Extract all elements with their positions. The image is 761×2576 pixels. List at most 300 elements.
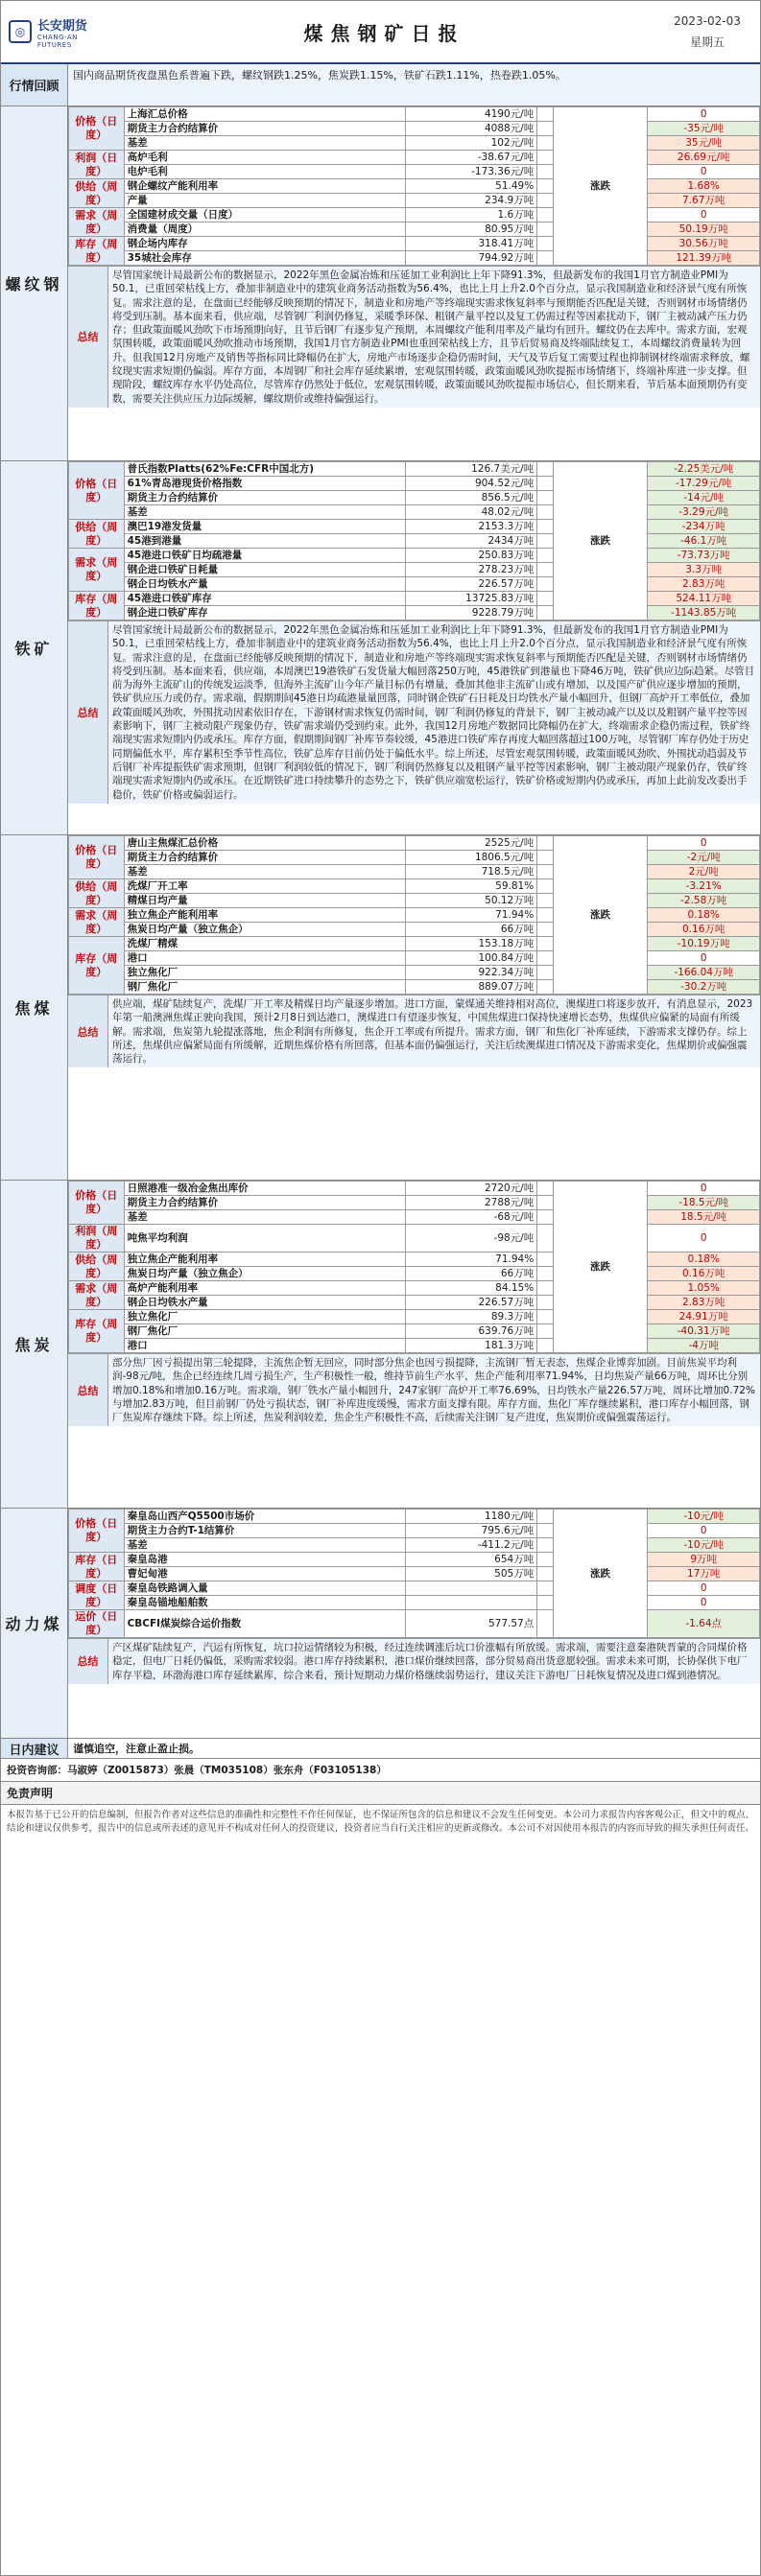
indicator-value: 718.5元/吨 xyxy=(406,865,537,879)
table-row xyxy=(69,1324,760,1339)
indicator-change: 524.11万吨 xyxy=(648,592,760,606)
indicator-change: -46.1万吨 xyxy=(648,534,760,549)
indicator-name: 期货主力合约结算价 xyxy=(124,491,405,505)
table-row xyxy=(69,908,760,923)
indicator-value: 1.6万吨 xyxy=(406,208,537,222)
indicator-change: 1.05% xyxy=(648,1281,760,1296)
indicator-name: 独立焦企产能利用率 xyxy=(124,908,405,923)
indicator-name: 钢企日均铁水产量 xyxy=(124,577,405,592)
spacer-cell xyxy=(537,136,553,151)
indicator-name: 澳巴19港发货量 xyxy=(124,520,405,534)
indicator-name: 45港进口铁矿库存 xyxy=(124,592,405,606)
indicator-value: 4088元/吨 xyxy=(406,122,537,136)
spacer-cell xyxy=(537,1182,553,1196)
group-label: 需求（周度） xyxy=(69,549,125,592)
table-row xyxy=(69,1281,760,1296)
disclaimer-text: 本报告基于已公开的信息编制，但报告作者对这些信息的准确性和完整性不作任何保证，也不保证所包含的信息和建议不会发生任何变更。本公司力求报告内容客观公正，但文中的观点、结论和建议仅供参考，报告中的信息或所表述的意见并不构成对任何人的投资建议，投资者应当自行关注相应的更新或修改。本公司不对因使用本报告的内容而导致的损失承担任何责任。 xyxy=(7,1810,755,1834)
group-label: 价格（日度） xyxy=(69,462,125,520)
summary-block xyxy=(68,621,760,804)
spacer-cell xyxy=(537,923,553,937)
table-row xyxy=(69,865,760,879)
indicator-value: 84.15% xyxy=(406,1281,537,1296)
summary-text: 供应端，煤矿陆续复产，洗煤厂开工率及精煤日均产量逐步增加。进口方面，蒙煤通关维持相对高位，澳煤进口将逐步放开，有消息显示，2023年第一船澳洲焦煤正驶向我国，预计2月8日到达港口，澳煤进口有望逐步恢复，中国焦煤进口保持快速增长态势，焦煤供应偏紧的局面有所缓解。需求端，焦炭第九轮提涨落地，焦企利润有所修复，焦企开工率或有所提升。需求方面，钢厂和焦化厂补库延续，下游需求支撑仍存。综上所述，焦煤供应偏紧局面有所缓解，近期焦煤价格有所回落，但基本面仍偏强运行，关注后续澳煤进口情况及下游需求变化，焦煤期价或偏强震荡运行。 xyxy=(108,995,760,1067)
table-row xyxy=(69,194,760,208)
spacer-cell xyxy=(537,165,553,179)
indicator-change: -2.58万吨 xyxy=(648,894,760,908)
table-row xyxy=(69,1210,760,1225)
summary-block xyxy=(68,995,760,1067)
indicator-name: 曹妃甸港 xyxy=(124,1567,405,1581)
table-row xyxy=(69,1182,760,1196)
spacer-cell xyxy=(537,563,553,577)
indicator-table xyxy=(68,1181,760,1353)
indicator-name: 钢厂焦化厂 xyxy=(124,1324,405,1339)
indicator-name: 消费量（周度） xyxy=(124,222,405,237)
spacer-cell xyxy=(537,577,553,592)
indicator-change: 0 xyxy=(648,1581,760,1596)
table-row xyxy=(69,1310,760,1324)
table-row xyxy=(69,549,760,563)
table-row xyxy=(69,937,760,951)
indicator-name: 钢厂焦化厂 xyxy=(124,980,405,995)
indicator-name: 基差 xyxy=(124,1538,405,1553)
indicator-name: 独立焦企产能利用率 xyxy=(124,1253,405,1267)
indicator-change: -166.04万吨 xyxy=(648,966,760,980)
indicator-value: 226.57万吨 xyxy=(406,1296,537,1310)
summary-label: 总结 xyxy=(68,621,108,804)
indicator-change: 0.16万吨 xyxy=(648,1267,760,1281)
indicator-change: 0 xyxy=(648,1225,760,1253)
change-header: 涨跌 xyxy=(553,836,648,995)
indicator-name: 洗煤厂开工率 xyxy=(124,879,405,894)
indicator-change: 3.3万吨 xyxy=(648,563,760,577)
spacer-cell xyxy=(537,1267,553,1281)
spacer-cell xyxy=(537,237,553,251)
disclaimer-title: 免责声明 xyxy=(1,1782,760,1805)
indicator-change: 0.16万吨 xyxy=(648,923,760,937)
indicator-value: -38.67元/吨 xyxy=(406,151,537,165)
indicator-value: 278.23万吨 xyxy=(406,563,537,577)
section-4 xyxy=(1,1509,760,1739)
indicator-name: 钢企进口铁矿日耗量 xyxy=(124,563,405,577)
spacer-cell xyxy=(537,107,553,122)
indicator-name: 秦皇岛铁路调入量 xyxy=(124,1581,405,1596)
indicator-value: 889.07万吨 xyxy=(406,980,537,995)
table-row xyxy=(69,851,760,865)
group-label: 需求（周度） xyxy=(69,208,125,237)
table-row xyxy=(69,894,760,908)
spacer-cell xyxy=(537,534,553,549)
indicator-value: -411.2元/吨 xyxy=(406,1538,537,1553)
spacer-cell xyxy=(537,179,553,194)
table-row xyxy=(69,577,760,592)
group-label: 需求（周度） xyxy=(69,1281,125,1310)
intraday-advice xyxy=(1,1739,760,1759)
indicator-name: 35城社会库存 xyxy=(124,251,405,266)
indicator-name: 港口 xyxy=(124,951,405,966)
table-row xyxy=(69,534,760,549)
table-row xyxy=(69,1296,760,1310)
spacer-cell xyxy=(537,865,553,879)
table-row xyxy=(69,966,760,980)
indicator-value: 59.81% xyxy=(406,879,537,894)
table-row xyxy=(69,136,760,151)
indicator-value: 505万吨 xyxy=(406,1567,537,1581)
table-row xyxy=(69,520,760,534)
indicator-change: -10.19万吨 xyxy=(648,937,760,951)
spacer-cell xyxy=(537,491,553,505)
summary-label: 总结 xyxy=(68,1639,108,1684)
indicator-name: 产量 xyxy=(124,194,405,208)
indicator-value: 80.95万吨 xyxy=(406,222,537,237)
indicator-value: 318.41万吨 xyxy=(406,237,537,251)
indicator-value: 71.94% xyxy=(406,1253,537,1267)
indicator-value: 577.57点 xyxy=(406,1610,537,1638)
indicator-value: 2720元/吨 xyxy=(406,1182,537,1196)
indicator-value: 2525元/吨 xyxy=(406,836,537,851)
table-row xyxy=(69,237,760,251)
indicator-value: 226.57万吨 xyxy=(406,577,537,592)
spacer-cell xyxy=(537,520,553,534)
spacer-cell xyxy=(537,1510,553,1524)
indicator-value: 126.7美元/吨 xyxy=(406,462,537,477)
indicator-table xyxy=(68,461,760,621)
indicator-change: -3.29元/吨 xyxy=(648,505,760,520)
indicator-change: 0 xyxy=(648,1524,760,1538)
indicator-change: 1.68% xyxy=(648,179,760,194)
indicator-name: 61%青岛港现货价格指数 xyxy=(124,477,405,491)
indicator-value xyxy=(406,1596,537,1610)
indicator-name: 秦皇岛锚地船舶数 xyxy=(124,1596,405,1610)
indicator-value: 856.5元/吨 xyxy=(406,491,537,505)
spacer-cell xyxy=(537,592,553,606)
indicator-value xyxy=(406,1581,537,1596)
indicator-change: 7.67万吨 xyxy=(648,194,760,208)
change-header: 涨跌 xyxy=(553,1182,648,1353)
indicator-change: -30.2万吨 xyxy=(648,980,760,995)
group-label: 需求（周度） xyxy=(69,908,125,937)
summary-text: 产区煤矿陆续复产，汽运有所恢复，坑口拉运情绪较为积极，经过连续调涨后坑口价涨幅有所放缓。需求端，需要注意秦港陕晋蒙的合同煤价格稳定，但电厂日耗仍偏低，采购需求较弱。港口库存持续累积，港口煤价继续回落，部分贸易商出货意愿较强。需求未来可期，长协保供下电厂库存平稳，环渤海港口库存延续累库，综合来看，预计短期动力煤价格继续弱势运行，建议关注下游电厂日耗恢复情况及进口煤到港情况。 xyxy=(108,1639,760,1684)
indicator-change: 24.91万吨 xyxy=(648,1310,760,1324)
indicator-change: 0 xyxy=(648,165,760,179)
spacer-cell xyxy=(537,966,553,980)
brand-logo xyxy=(1,1,114,62)
indicator-value: 48.02元/吨 xyxy=(406,505,537,520)
indicator-value: 13725.83万吨 xyxy=(406,592,537,606)
group-label: 库存（日度） xyxy=(69,1553,125,1581)
section-3 xyxy=(1,1181,760,1509)
indicator-change: 18.5元/吨 xyxy=(648,1210,760,1225)
table-row xyxy=(69,879,760,894)
indicator-change: 2.83万吨 xyxy=(648,1296,760,1310)
spacer-cell xyxy=(537,606,553,621)
analyst-list: 投资咨询部：马淑婷（Z0015873）张晨（TM035108）张东舟（F03105138） xyxy=(1,1759,760,1782)
spacer-cell xyxy=(537,1196,553,1210)
group-label: 利润（周度） xyxy=(69,1225,125,1253)
table-row xyxy=(69,208,760,222)
table-row xyxy=(69,165,760,179)
summary-block xyxy=(68,266,760,408)
table-row xyxy=(69,606,760,621)
indicator-change: -40.31万吨 xyxy=(648,1324,760,1339)
spacer-cell xyxy=(537,505,553,520)
group-label: 价格（日度） xyxy=(69,107,125,151)
group-label: 库存（周度） xyxy=(69,937,125,995)
summary-block xyxy=(68,1353,760,1426)
indicator-change: 35元/吨 xyxy=(648,136,760,151)
spacer-cell xyxy=(537,122,553,136)
indicator-change: 26.69元/吨 xyxy=(648,151,760,165)
indicator-change: 0.18% xyxy=(648,908,760,923)
group-label: 供给（周度） xyxy=(69,179,125,208)
spacer-cell xyxy=(537,251,553,266)
indicator-name: 全国建材成交量（日度） xyxy=(124,208,405,222)
change-header: 涨跌 xyxy=(553,107,648,266)
spacer-cell xyxy=(537,1567,553,1581)
indicator-value: -68元/吨 xyxy=(406,1210,537,1225)
group-label: 库存（周度） xyxy=(69,237,125,266)
spacer-cell xyxy=(537,1310,553,1324)
indicator-change: 17万吨 xyxy=(648,1567,760,1581)
indicator-value: 2153.3万吨 xyxy=(406,520,537,534)
group-label: 价格（日度） xyxy=(69,1182,125,1225)
report-date: 2023-02-03 xyxy=(674,13,741,28)
spacer-cell xyxy=(537,851,553,865)
indicator-value: 51.49% xyxy=(406,179,537,194)
table-row xyxy=(69,505,760,520)
brand-mark-icon: ◎ xyxy=(9,20,32,43)
spacer-cell xyxy=(537,1610,553,1638)
section-1 xyxy=(1,461,760,835)
indicator-name: 钢企进口铁矿库存 xyxy=(124,606,405,621)
indicator-change: 50.19万吨 xyxy=(648,222,760,237)
indicator-name: 普氏指数Platts(62%Fe:CFR中国北方) xyxy=(124,462,405,477)
indicator-value: 89.3万吨 xyxy=(406,1310,537,1324)
summary-text: 部分焦厂因亏损提出第三轮提降，主流焦企暂无回应，同时部分焦企也因亏损提降，主流钢厂暂无表态，焦煤企业博弈加剧。目前焦炭平均利润-98元/吨，焦企已经连续几周亏损生产，生产积极性一般，维持节前生产水平，焦企产能利用率71.94%，日均焦炭产量66万吨，周环比分别增加0.18%和增加0.16万吨。需求端，钢厂铁水产量小幅回升，247家钢厂高炉开工率76.69%，日均铁水产量226.57万吨，周环比增加0.72%与增加2.83万吨，但目前钢厂仍处亏损状态，钢厂补库进度缓慢，需求方面支撑有限。库存方面，焦化厂库存继续累积，港口库存小幅回落，钢厂焦炭库存继续下降。综上所述，焦炭利润较差，焦企生产积极性不高，后续需关注钢厂复产进度，焦炭期价或偏强震荡运行。 xyxy=(108,1354,760,1426)
table-row xyxy=(69,1196,760,1210)
table-row xyxy=(69,251,760,266)
spacer-cell xyxy=(537,951,553,966)
indicator-value: 9228.79万吨 xyxy=(406,606,537,621)
indicator-value: 234.9万吨 xyxy=(406,194,537,208)
indicator-name: 基差 xyxy=(124,865,405,879)
indicator-change: 0 xyxy=(648,208,760,222)
table-row xyxy=(69,122,760,136)
table-row xyxy=(69,1567,760,1581)
indicator-value: 71.94% xyxy=(406,908,537,923)
indicator-name: 独立焦化厂 xyxy=(124,966,405,980)
indicator-name: 钢企日均铁水产量 xyxy=(124,1296,405,1310)
spacer-cell xyxy=(537,1281,553,1296)
indicator-change: 0 xyxy=(648,1596,760,1610)
spacer-cell xyxy=(537,836,553,851)
indicator-value: 654万吨 xyxy=(406,1553,537,1567)
brand-name-en: CHANG-AN FUTURES xyxy=(36,33,78,49)
indicator-change: -1143.85万吨 xyxy=(648,606,760,621)
advice-text: 谨慎追空，注意止盈止损。 xyxy=(73,1743,200,1755)
indicator-change: 0 xyxy=(648,951,760,966)
summary-label: 总结 xyxy=(68,267,108,408)
indicator-name: 期货主力合约结算价 xyxy=(124,122,405,136)
change-header: 涨跌 xyxy=(553,1510,648,1638)
indicator-change: -73.73万吨 xyxy=(648,549,760,563)
indicator-change: -4万吨 xyxy=(648,1339,760,1353)
indicator-change: 121.39万吨 xyxy=(648,251,760,266)
indicator-name: 期货主力合约结算价 xyxy=(124,1196,405,1210)
spacer-cell xyxy=(537,1253,553,1267)
indicator-name: 45港到港量 xyxy=(124,534,405,549)
indicator-value: 50.12万吨 xyxy=(406,894,537,908)
table-row xyxy=(69,1581,760,1596)
group-label: 价格（日度） xyxy=(69,1510,125,1553)
indicator-change: -2.25美元/吨 xyxy=(648,462,760,477)
table-row xyxy=(69,980,760,995)
indicator-change: -18.5元/吨 xyxy=(648,1196,760,1210)
summary-label: 总结 xyxy=(68,995,108,1067)
indicator-change: 0 xyxy=(648,107,760,122)
section-name: 焦炭 xyxy=(1,1181,68,1508)
report-header xyxy=(1,1,760,64)
spacer-cell xyxy=(537,549,553,563)
commodity-sections xyxy=(1,106,760,1739)
indicator-value: 794.92万吨 xyxy=(406,251,537,266)
group-label: 库存（周度） xyxy=(69,592,125,621)
spacer-cell xyxy=(537,894,553,908)
indicator-name: CBCFI煤炭综合运价指数 xyxy=(124,1610,405,1638)
indicator-change: -17.29元/吨 xyxy=(648,477,760,491)
spacer-cell xyxy=(537,1581,553,1596)
indicator-value: 904.52元/吨 xyxy=(406,477,537,491)
indicator-name: 钢企螺纹产能利用率 xyxy=(124,179,405,194)
indicator-name: 上海汇总价格 xyxy=(124,107,405,122)
spacer-cell xyxy=(537,222,553,237)
indicator-name: 吨焦平均利润 xyxy=(124,1225,405,1253)
spacer-cell xyxy=(537,151,553,165)
section-name: 动力煤 xyxy=(1,1509,68,1738)
indicator-value: -173.36元/吨 xyxy=(406,165,537,179)
indicator-value: 66万吨 xyxy=(406,923,537,937)
indicator-name: 独立焦化厂 xyxy=(124,1310,405,1324)
section-2 xyxy=(1,835,760,1181)
indicator-value: 100.84万吨 xyxy=(406,951,537,966)
spacer-cell xyxy=(537,462,553,477)
indicator-table xyxy=(68,835,760,995)
indicator-value: 795.6元/吨 xyxy=(406,1524,537,1538)
spacer-cell xyxy=(537,1296,553,1310)
indicator-change: -1.64点 xyxy=(648,1610,760,1638)
group-label: 调度（日度） xyxy=(69,1581,125,1610)
table-row xyxy=(69,1253,760,1267)
indicator-value: 2434万吨 xyxy=(406,534,537,549)
indicator-name: 精煤日均产量 xyxy=(124,894,405,908)
indicator-value: 1806.5元/吨 xyxy=(406,851,537,865)
indicator-name: 洗煤厂精煤 xyxy=(124,937,405,951)
advice-label: 日内建议 xyxy=(1,1739,68,1758)
table-row xyxy=(69,1596,760,1610)
indicator-change: -234万吨 xyxy=(648,520,760,534)
indicator-change: -3.21% xyxy=(648,879,760,894)
spacer-cell xyxy=(537,879,553,894)
indicator-name: 日照港准一级冶金焦出库价 xyxy=(124,1182,405,1196)
indicator-change: 0 xyxy=(648,836,760,851)
spacer-cell xyxy=(537,1324,553,1339)
indicator-change: -35元/吨 xyxy=(648,122,760,136)
indicator-name: 秦皇岛港 xyxy=(124,1553,405,1567)
indicator-name: 基差 xyxy=(124,136,405,151)
indicator-change: 2.83万吨 xyxy=(648,577,760,592)
indicator-name: 高炉产能利用率 xyxy=(124,1281,405,1296)
indicator-name: 港口 xyxy=(124,1339,405,1353)
table-row xyxy=(69,222,760,237)
brand-name: 长安期货 xyxy=(36,18,87,34)
table-row xyxy=(69,951,760,966)
table-row xyxy=(69,1339,760,1353)
indicator-value: -98元/吨 xyxy=(406,1225,537,1253)
table-row xyxy=(69,179,760,194)
table-row xyxy=(69,563,760,577)
spacer-cell xyxy=(537,1596,553,1610)
market-review-text: 国内商品期货夜盘黑色系普遍下跌，螺纹钢跌1.25%，焦炭跌1.15%，铁矿石跌1.11%，热卷跌1.05%。 xyxy=(68,64,760,105)
spacer-cell xyxy=(537,980,553,995)
group-label: 库存（周度） xyxy=(69,1310,125,1353)
indicator-name: 焦炭日均产量（独立焦企） xyxy=(124,923,405,937)
table-row xyxy=(69,1553,760,1567)
table-row xyxy=(69,107,760,122)
spacer-cell xyxy=(537,1524,553,1538)
report-weekday: 星期五 xyxy=(689,35,725,49)
summary-text: 尽管国家统计局最新公布的数据显示，2022年黑色金属冶炼和压延加工业利润比上年下降91.3%，但最新发布的我国1月官方制造业PMI为50.1，已重回荣枯线上方，叠加非制造业中的建筑业商务活动指数为56.4%，也比上月上升2.0个百分点，显示我国制造业和经济景气度有所恢复。需求注意的是，在盘面已经能够反映预期的情况下，制造业和房地产等终端现实需求恢复斜率与预期能否匹配是关键，否则钢材市场情绪仍将受到压制。基本面来看，供应端，尽管钢厂利润仍修复，采暖季环保、粗钢产量平控以及复工仍需过程等因素扰动下，钢厂主被动减产压力仍存；但政策面暖风劲吹下市场预期向好，且节后钢厂有逐步复产预期，本周螺纹产能利用率及产量均有回升。螺纹仍在去库中。需求方面，宏观氛围转暖，政策面暖风劲吹推动市场预期，我国1月官方制造业PMI也重回荣枯线上方，且节后贸易商及终端陆续复工，本周螺纹消费量转为回升。但我国12月房地产及销售等指标同比降幅仍在扩大，房地产市场逐步企稳仍需时间，天气及节后复工需要过程也抑制钢材终端需求释放，螺纹现实需求短期仍偏弱。库存方面，本周钢厂和社会库存延续累增，宏观氛围转暖，政策面暖风劲吹提振市场情绪下，终端补库进一步支撑。但现阶段，螺纹库存水平仍处高位，尽管库存仍然处于低位，宏观氛围转暖，政策面暖风劲吹提振市场信心，但长期来看，节后基本面预期仍有变数，需要关注供应压力边际缓解，螺纹期价或维持偏强运行。 xyxy=(108,267,760,408)
indicator-name: 唐山主焦煤汇总价格 xyxy=(124,836,405,851)
indicator-value: 639.76万吨 xyxy=(406,1324,537,1339)
spacer-cell xyxy=(537,208,553,222)
indicator-name: 45港进口铁矿日均疏港量 xyxy=(124,549,405,563)
spacer-cell xyxy=(537,1538,553,1553)
section-0 xyxy=(1,106,760,461)
group-label: 价格（日度） xyxy=(69,836,125,879)
indicator-change: -14元/吨 xyxy=(648,491,760,505)
summary-block xyxy=(68,1638,760,1684)
indicator-value: 153.18万吨 xyxy=(406,937,537,951)
section-name: 螺纹钢 xyxy=(1,106,68,460)
indicator-name: 高炉毛利 xyxy=(124,151,405,165)
indicator-value: 2788元/吨 xyxy=(406,1196,537,1210)
spacer-cell xyxy=(537,1553,553,1567)
indicator-value: 181.3万吨 xyxy=(406,1339,537,1353)
table-row xyxy=(69,477,760,491)
indicator-value: 1180元/吨 xyxy=(406,1510,537,1524)
table-row xyxy=(69,1524,760,1538)
indicator-table xyxy=(68,1509,760,1638)
indicator-change: 30.56万吨 xyxy=(648,237,760,251)
indicator-name: 钢企场内库存 xyxy=(124,237,405,251)
indicator-value: 922.34万吨 xyxy=(406,966,537,980)
report-title: 煤焦钢矿日报 xyxy=(303,21,465,45)
table-row xyxy=(69,491,760,505)
summary-text: 尽管国家统计局最新公布的数据显示，2022年黑色金属冶炼和压延加工业利润比上年下降91.3%，但最新发布的我国1月官方制造业PMI为50.1，已重回荣枯线上方，叠加非制造业中的建筑业商务活动指数为56.4%，也比上月上升2.0个百分点，显示我国制造业和经济景气度有所恢复。需求注意的是，在盘面已经能够反映预期的情况下，制造业和房地产等终端现实需求恢复斜率与预期能否匹配是关键，否则钢材市场情绪仍将受到压制。基本面来看，供应端，本周澳巴19港铁矿石发货量大幅回落250万吨，45港铁矿到港量也下降46万吨，铁矿供应边际趋紧。尽管目前为海外主流矿山的传统发运淡季，但海外主流矿山今年产量目标仍有增量，叠加其他非主流矿山或有增加，以及国产矿供应逐步增加的预期，铁矿供应压力或仍存。需求端，假期期间45港日均疏港量量回落，同时钢企铁矿石日耗及日均铁水产量小幅回升，但钢厂高炉开工率低位，叠加政策面暖风劲吹，外围扰动因素依旧存在，下游钢材需求恢复仍需时间，钢厂利润仍修复的背景下，钢厂主被动减产以及以及粗钢产量平控等因素影响下，钢厂主被动限产现象仍存，铁矿需求端仍受到约束。此外，我国12月房地产数据同比降幅仍在扩大，终端需求企稳仍需过程，铁矿终端现实需求短期内仍或承压。库存方面，假期期间钢厂补库节奏较缓，45港进口铁矿库存再度大幅回落超过100万吨，尽管钢厂库存仍处于历史同期偏低水平，库存累积至季节性高位，铁矿总库存目前仍处于偏低水平。综上所述，尽管宏观氛围转暖，政策面暖风劲吹、外围扰动趋弱及节后钢厂补库提振铁矿需求预期，但钢厂利润较低的情况下，钢厂利润仍然修复以及粗钢产量平控等因素影响，钢厂主被动限产现象仍存，铁矿终端现实需求短期内仍或承压。在近期铁矿进口持续攀升的态势之下，铁矿供应端宽松运行，铁矿价格或短期内仍或承压，再加上此前发改委出手稳价，铁矿价格或偏弱运行。 xyxy=(108,621,760,804)
indicator-name: 秦皇岛山西产Q5500市场价 xyxy=(124,1510,405,1524)
indicator-name: 期货主力合约T-1结算价 xyxy=(124,1524,405,1538)
table-row xyxy=(69,592,760,606)
indicator-name: 焦炭日均产量（独立焦企） xyxy=(124,1267,405,1281)
table-row xyxy=(69,462,760,477)
indicator-change: 0.18% xyxy=(648,1253,760,1267)
indicator-change: -2元/吨 xyxy=(648,851,760,865)
table-row xyxy=(69,923,760,937)
change-header: 涨跌 xyxy=(553,462,648,621)
indicator-name: 电炉毛利 xyxy=(124,165,405,179)
indicator-name: 基差 xyxy=(124,1210,405,1225)
table-row xyxy=(69,1610,760,1638)
